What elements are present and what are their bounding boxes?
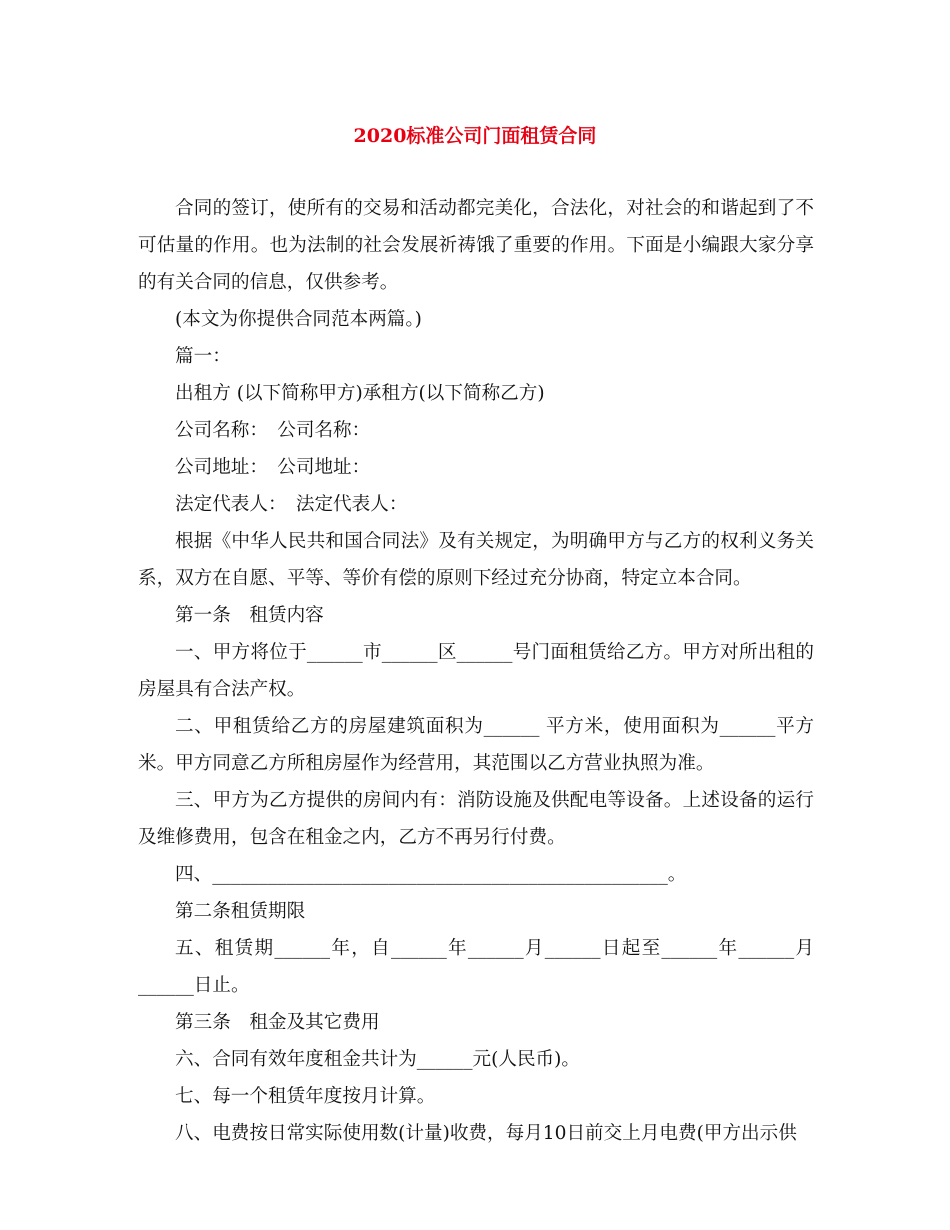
clause: 四、_________________________________________________。: [175, 864, 687, 885]
paragraph: 根据《中华人民共和国合同法》及有关规定，为明确甲方与乙方的权利义务关系，双方在自愿、平等、等价有偿的原则下经过充分协商，特定立本合同。: [138, 531, 814, 589]
clause: 二、甲租赁给乙方的房屋建筑面积为______ 平方米，使用面积为______平方米。甲方同意乙方所租房屋作为经营用，其范围以乙方营业执照为准。: [138, 716, 814, 774]
clause: 六、合同有效年度租金共计为______元(人民币)。: [175, 1049, 580, 1070]
document-title: 2020标准公司门面租赁合同: [353, 125, 597, 147]
legal-representative-line: 法定代表人： 法定代表人：: [175, 494, 408, 515]
article-heading: 第二条租赁期限: [175, 901, 306, 922]
paragraph: 合同的签订，使所有的交易和活动都完美化，合法化，对社会的和谐起到了不可估量的作用。也为法制的社会发展祈祷饿了重要的作用。下面是小编跟大家分享的有关合同的信息，仅供参考。: [138, 198, 814, 293]
company-name-line: 公司名称： 公司名称：: [175, 420, 371, 441]
article-heading: 第三条 租金及其它费用: [175, 1012, 380, 1033]
clause: 七、每一个租赁年度按月计算。: [175, 1086, 436, 1107]
clause: 八、电费按日常实际使用数(计量)收费，每月10日前交上月电费(甲方出示供: [175, 1123, 797, 1144]
paragraph: (本文为你提供合同范本两篇。): [175, 309, 422, 330]
clause: 一、甲方将位于______市______区______号门面租赁给乙方。甲方对所出租的房屋具有合法产权。: [138, 642, 814, 700]
article-heading: 第一条 租赁内容: [175, 605, 324, 626]
clause: 三、甲方为乙方提供的房间内有：消防设施及供配电等设备。上述设备的运行及维修费用，包含在租金之内，乙方不再另行付费。: [138, 790, 814, 848]
company-address-line: 公司地址： 公司地址：: [175, 457, 371, 478]
parties-line: 出租方 (以下简称甲方)承租方(以下简称乙方): [175, 383, 545, 404]
clause: 五、租赁期______年，自______年______月______日起至______年______月______日止。: [138, 938, 814, 996]
section-label: 篇一：: [175, 346, 231, 367]
document-body: [138, 190, 814, 1152]
